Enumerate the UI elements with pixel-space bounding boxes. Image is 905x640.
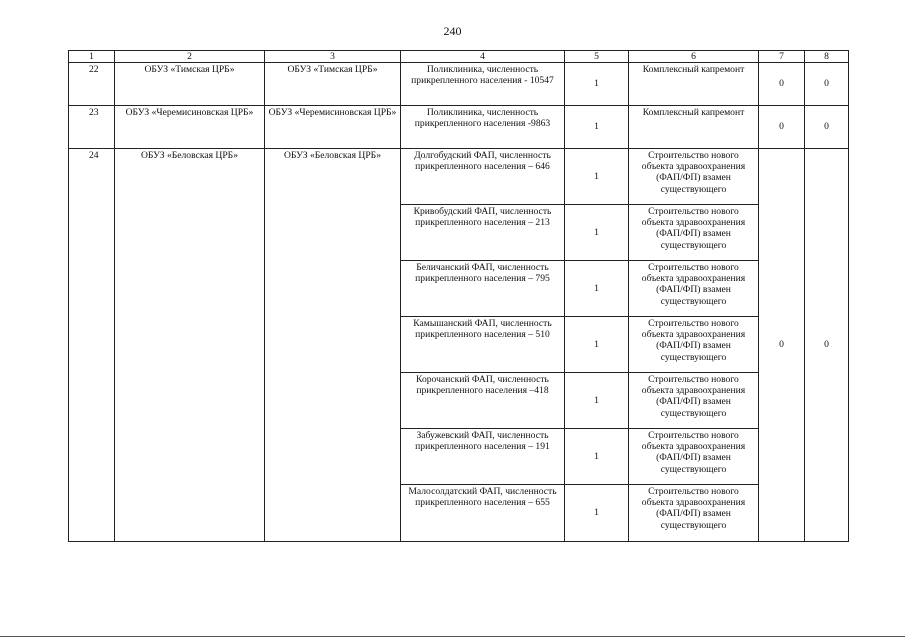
row-number: 23 (69, 106, 115, 149)
header-cell: 3 (265, 51, 401, 63)
page-number: 240 (443, 24, 462, 38)
work-type-cell: Строительство нового объекта здравоохранения (ФАП/ФП) взамен существующего (629, 373, 759, 429)
work-type-cell: Комплексный капремонт (629, 63, 759, 106)
object-cell: Долгобудский ФАП, численность прикрепленного населения – 646 (401, 149, 565, 205)
header-cell: 4 (401, 51, 565, 63)
object-cell: Забужевский ФАП, численность прикрепленного населения – 191 (401, 429, 565, 485)
work-type-cell: Строительство нового объекта здравоохранения (ФАП/ФП) взамен существующего (629, 205, 759, 261)
header-row (69, 51, 849, 63)
table-row (69, 106, 849, 149)
work-type-cell: Комплексный капремонт (629, 106, 759, 149)
table-row (69, 149, 849, 205)
organization-cell: ОБУЗ «Черемисиновская ЦРБ» (115, 106, 265, 149)
table-row (69, 63, 849, 106)
quantity-cell: 1 (565, 106, 629, 149)
work-type-cell: Строительство нового объекта здравоохранения (ФАП/ФП) взамен существующего (629, 149, 759, 205)
scan-edge-line (0, 636, 905, 637)
row-number: 22 (69, 63, 115, 106)
quantity-cell: 1 (565, 63, 629, 106)
quantity-cell: 1 (565, 373, 629, 429)
work-type-cell: Строительство нового объекта здравоохранения (ФАП/ФП) взамен существующего (629, 261, 759, 317)
column7-cell: 0 (759, 106, 805, 149)
header-cell: 7 (759, 51, 805, 63)
header-cell: 6 (629, 51, 759, 63)
work-type-cell: Строительство нового объекта здравоохранения (ФАП/ФП) взамен существующего (629, 429, 759, 485)
object-cell: Поликлиника, численность прикрепленного населения -9863 (401, 106, 565, 149)
column8-cell: 0 (805, 149, 849, 542)
quantity-cell: 1 (565, 429, 629, 485)
customer-cell: ОБУЗ «Беловская ЦРБ» (265, 149, 401, 542)
header-cell: 5 (565, 51, 629, 63)
column7-cell: 0 (759, 63, 805, 106)
work-type-cell: Строительство нового объекта здравоохранения (ФАП/ФП) взамен существующего (629, 317, 759, 373)
object-cell: Поликлиника, численность прикрепленного населения - 10547 (401, 63, 565, 106)
quantity-cell: 1 (565, 149, 629, 205)
column7-cell: 0 (759, 149, 805, 542)
quantity-cell: 1 (565, 317, 629, 373)
header-cell: 8 (805, 51, 849, 63)
header-cell: 1 (69, 51, 115, 63)
column8-cell: 0 (805, 106, 849, 149)
work-type-cell: Строительство нового объекта здравоохранения (ФАП/ФП) взамен существующего (629, 485, 759, 542)
quantity-cell: 1 (565, 485, 629, 542)
column8-cell: 0 (805, 63, 849, 106)
object-cell: Камышанский ФАП, численность прикрепленного населения – 510 (401, 317, 565, 373)
object-cell: Малосолдатский ФАП, численность прикрепленного населения – 655 (401, 485, 565, 542)
organization-cell: ОБУЗ «Беловская ЦРБ» (115, 149, 265, 542)
object-cell: Кривобудский ФАП, численность прикрепленного населения – 213 (401, 205, 565, 261)
customer-cell: ОБУЗ «Черемисиновская ЦРБ» (265, 106, 401, 149)
quantity-cell: 1 (565, 205, 629, 261)
row-number: 24 (69, 149, 115, 542)
object-cell: Беличанский ФАП, численность прикрепленного населения – 795 (401, 261, 565, 317)
quantity-cell: 1 (565, 261, 629, 317)
organization-cell: ОБУЗ «Тимская ЦРБ» (115, 63, 265, 106)
customer-cell: ОБУЗ «Тимская ЦРБ» (265, 63, 401, 106)
data-table (68, 50, 849, 542)
object-cell: Корочанский ФАП, численность прикрепленного населения –418 (401, 373, 565, 429)
header-cell: 2 (115, 51, 265, 63)
